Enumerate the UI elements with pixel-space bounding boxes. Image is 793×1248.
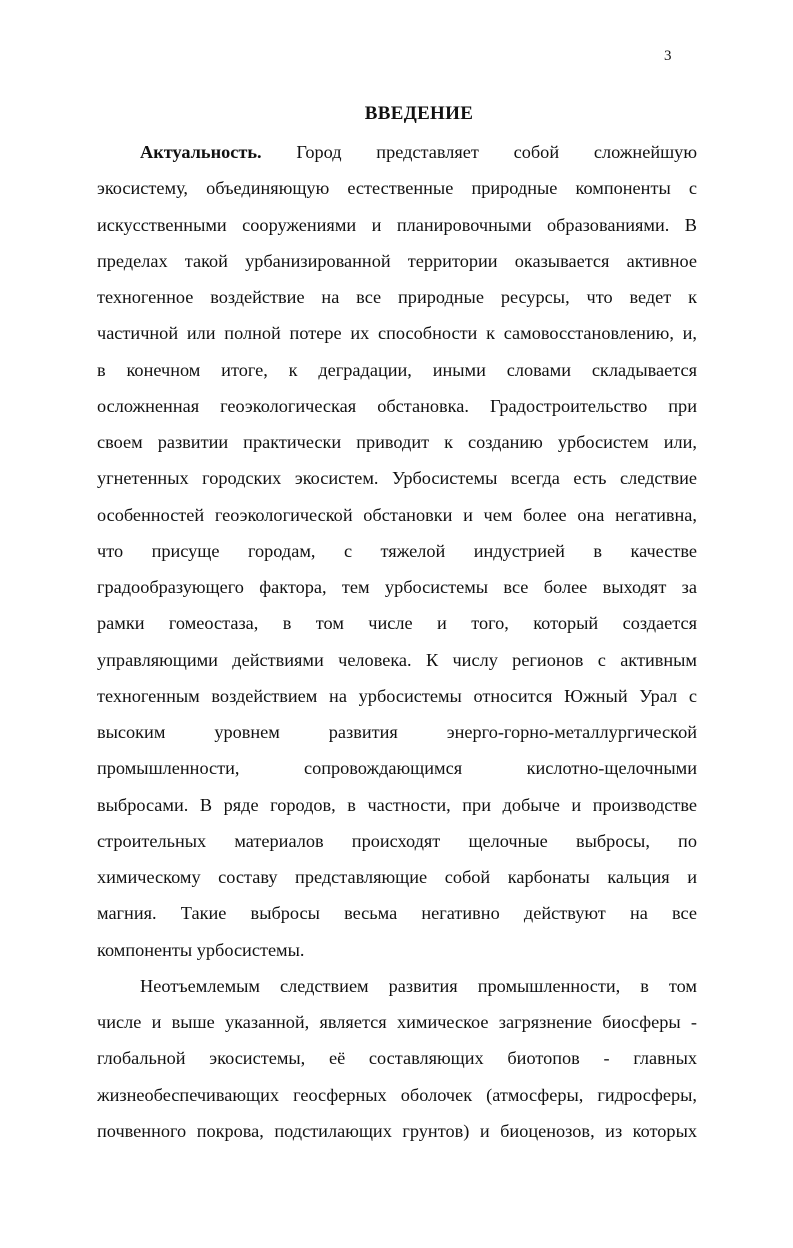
paragraph-line: строительных материалов происходят щелочные выбросы, по xyxy=(97,830,697,851)
paragraph-line: градообразующего фактора, тем урбосистемы все более выходят за xyxy=(97,577,697,597)
paragraph-line: что присуще городам, с тяжелой индустрией в качестве xyxy=(97,540,697,561)
paragraph-line: техногенное воздействие на все природные ресурсы, что ведет к xyxy=(97,287,697,307)
paragraph-line: искусственными сооружениями и планировочными образованиями. В xyxy=(97,214,697,235)
paragraph-last-line: компоненты урбосистемы. xyxy=(97,939,305,960)
page-number: 3 xyxy=(664,48,672,64)
paragraph-line: рамки гомеостаза, в том числе и того, который создается xyxy=(97,613,697,634)
paragraph-line: частичной или полной потере их способности к самовосстановлению, и, xyxy=(97,323,697,344)
paragraph-line: жизнеобеспечивающих геосферных оболочек (атмосферы, гидросферы, xyxy=(97,1084,697,1105)
paragraph-line: почвенного покрова, подстилающих грунтов) и биоценозов, из которых xyxy=(97,1120,697,1141)
paragraph-2-line-1: Неотъемлемым следствием развития промышленности, в том xyxy=(140,975,697,996)
paragraph-line: пределах такой урбанизированной территории оказывается активное xyxy=(97,250,697,271)
paragraph-line: выбросами. В ряде городов, в частности, при добыче и производстве xyxy=(97,794,697,815)
paragraph-line: своем развитии практически приводит к созданию урбосистем или, xyxy=(97,432,697,452)
paragraph-line: управляющими действиями человека. К числу регионов с активным xyxy=(97,649,697,670)
paragraph-line: в конечном итоге, к деградации, иными словами складывается xyxy=(97,359,697,380)
paragraph-1-line-1 xyxy=(97,134,697,170)
paragraph-line: высоким уровнем развития энерго-горно-металлургической xyxy=(97,722,697,742)
paragraph-line: особенностей геоэкологической обстановки и чем более она негативна, xyxy=(97,504,697,525)
paragraph-line: промышленности, сопровождающимся кислотно-щелочными xyxy=(97,758,697,779)
section-title: ВВЕДЕНИЕ xyxy=(364,103,474,124)
paragraph-line: осложненная геоэкологическая обстановка. Градостроительство при xyxy=(97,395,697,416)
paragraph-line: глобальной экосистемы, её составляющих биотопов - главных xyxy=(97,1048,697,1069)
lead-term: Актуальность. xyxy=(140,142,262,162)
paragraph-line: угнетенных городских экосистем. Урбосистемы всегда есть следствие xyxy=(97,468,697,489)
paragraph-line: техногенным воздействием на урбосистемы относится Южный Урал с xyxy=(97,685,697,706)
paragraph-line: числе и выше указанной, является химическое загрязнение биосферы - xyxy=(97,1012,697,1032)
paragraph-line: химическому составу представляющие собой карбонаты кальция и xyxy=(97,867,697,887)
first-line-rest: Город представляет собой сложнейшую xyxy=(296,142,697,162)
paragraph-line: магния. Такие выбросы весьма негативно действуют на все xyxy=(97,903,697,924)
paragraph-line: экосистему, объединяющую естественные природные компоненты с xyxy=(97,178,697,199)
body-text xyxy=(97,134,697,1149)
